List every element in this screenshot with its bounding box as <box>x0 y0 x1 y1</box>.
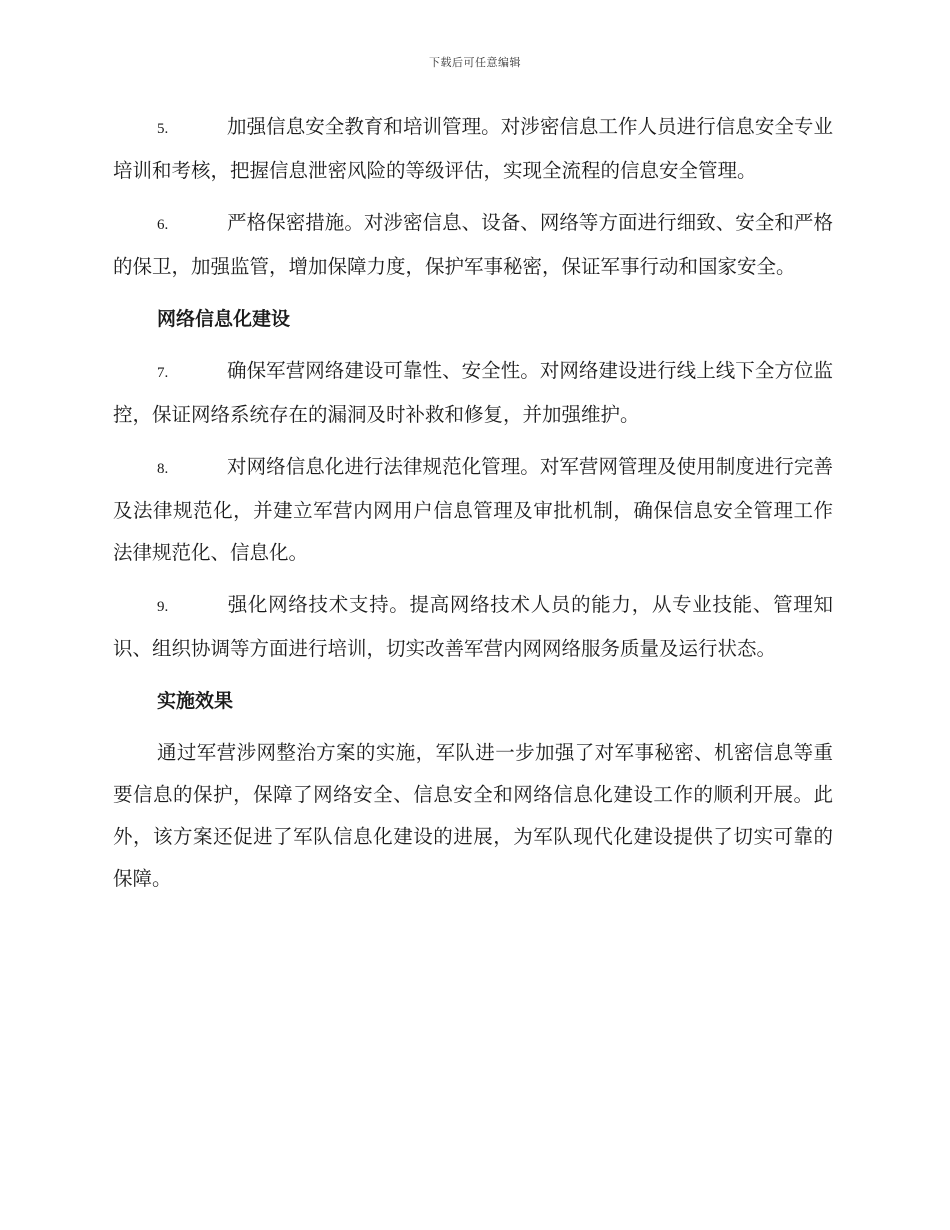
item-number: 8. <box>157 461 169 477</box>
section-heading-effect: 实施效果 <box>157 690 234 712</box>
item-text: 加强信息安全教育和培训管理。对涉密信息工作人员进行信息安全专业培训和考核，把握信息泄密风险的等级评估，实现全流程的信息安全管理。 <box>113 115 833 182</box>
section-heading-network: 网络信息化建设 <box>157 308 291 330</box>
list-item-5 <box>113 106 833 192</box>
item-number: 5. <box>157 121 169 137</box>
document-body <box>113 106 833 910</box>
item-text: 对网络信息化进行法律规范化管理。对军营网管理及使用制度进行完善及法律规范化，并建立军营内网用户信息管理及审批机制，确保信息安全管理工作法律规范化、信息化。 <box>113 455 833 564</box>
list-item-6 <box>113 202 833 288</box>
list-item-9 <box>113 584 833 670</box>
list-item-7 <box>113 350 833 436</box>
item-text: 确保军营网络建设可靠性、安全性。对网络建设进行线上线下全方位监控，保证网络系统存在的漏洞及时补救和修复，并加强维护。 <box>113 359 833 426</box>
item-number: 7. <box>157 365 169 381</box>
effect-paragraph: 通过军营涉网整治方案的实施，军队进一步加强了对军事秘密、机密信息等重要信息的保护，保障了网络安全、信息安全和网络信息化建设工作的顺利开展。此外，该方案还促进了军队信息化建设的进展，为军队现代化建设提供了切实可靠的保障。 <box>113 741 833 890</box>
item-number: 6. <box>157 217 169 233</box>
header-note: 下载后可任意编辑 <box>429 56 521 69</box>
item-number: 9. <box>157 599 169 615</box>
item-text: 强化网络技术支持。提高网络技术人员的能力，从专业技能、管理知识、组织协调等方面进行培训，切实改善军营内网网络服务质量及运行状态。 <box>113 593 833 660</box>
list-item-8 <box>113 446 833 574</box>
item-text: 严格保密措施。对涉密信息、设备、网络等方面进行细致、安全和严格的保卫，加强监管，增加保障力度，保护军事秘密，保证军事行动和国家安全。 <box>113 211 833 278</box>
